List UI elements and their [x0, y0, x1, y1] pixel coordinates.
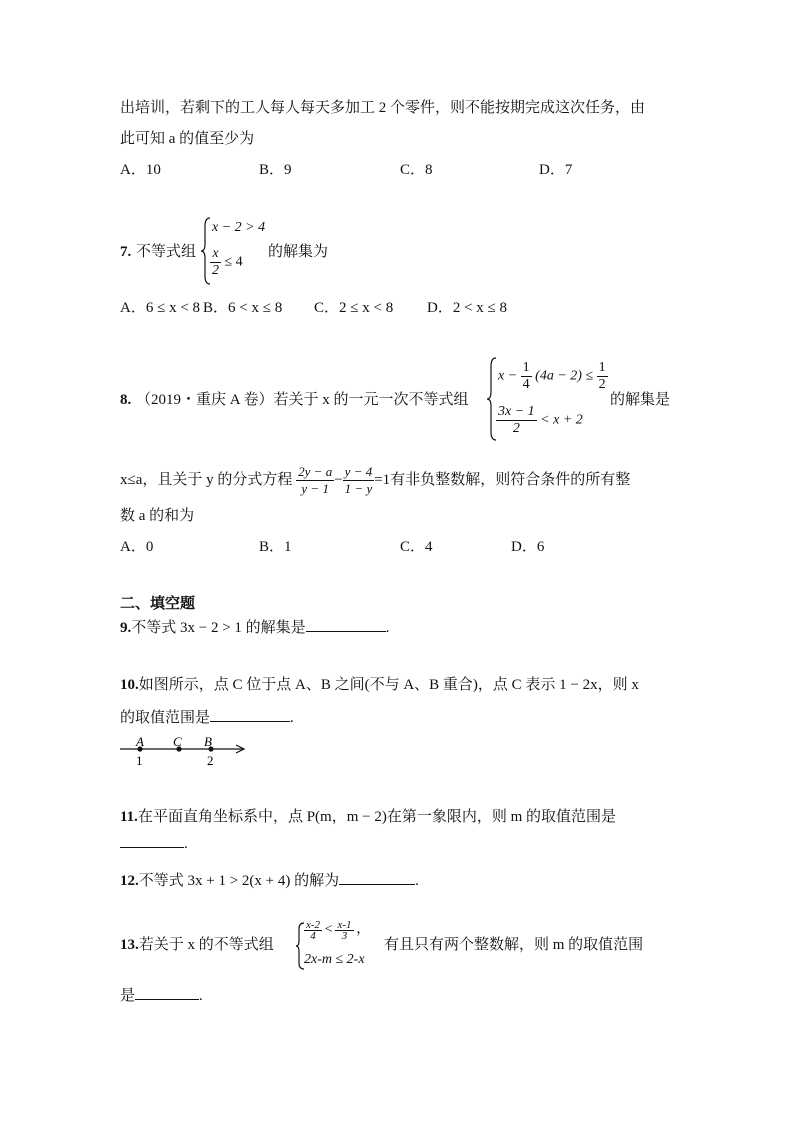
q8-ineq1-x: x − — [498, 368, 518, 384]
q7-inequality-1: x − 2 > 4 — [212, 220, 266, 235]
q8-ineq1-frac-den: 4 — [522, 377, 530, 392]
q8-eq-frac2-num: y − 4 — [344, 464, 373, 479]
q7-option-d: D．2 < x ≤ 8 — [427, 300, 508, 316]
q7-option-a: A．6 ≤ x < 8 — [120, 300, 201, 316]
q13-ineq1-rhs-den: 3 — [341, 930, 348, 942]
q6-line2: 此可知 a 的值至少为 — [120, 131, 255, 147]
q6-line1: 出培训，若剩下的工人每人每天多加工 2 个零件，则不能按期完成这次任务，由 — [120, 100, 646, 116]
q8-eq-frac2-den: 1 − y — [344, 481, 373, 496]
q11-line2 — [120, 831, 188, 854]
q7-prefix: 不等式组 — [136, 244, 197, 260]
q11-end: . — [184, 836, 188, 852]
q11-answer-blank[interactable] — [120, 831, 184, 848]
q8-ineq2-den: 2 — [512, 421, 520, 436]
q13-number: 13. — [120, 937, 139, 953]
q10-text2: 的取值范围是 — [120, 710, 211, 726]
q7-number: 7. — [120, 244, 132, 260]
q12-text: 不等式 3x + 1 > 2(x + 4) 的解为 — [138, 873, 340, 889]
q12-number: 12. — [120, 873, 139, 889]
q13-inequality-1: $\frac{x-2}{4}$ < $\frac{x-1}{3}$ ， — [306, 919, 371, 942]
q8-text1-end: 的解集是 — [610, 392, 671, 408]
q7-ineq2-numerator: x — [210, 246, 221, 263]
label-a: A — [136, 734, 144, 749]
q8-option-c: C．4 — [400, 539, 433, 555]
q7-ineq2-rest: ≤ 4 — [224, 254, 243, 270]
q9-text: 不等式 3x − 2 > 1 的解集是 — [131, 620, 306, 636]
q8-option-d: D．6 — [511, 539, 545, 555]
q7-option-c: C．2 ≤ x < 8 — [314, 300, 394, 316]
q8-option-a: A．0 — [120, 539, 154, 555]
q7-suffix: 的解集为 — [268, 244, 329, 260]
q13-ineq1-lhs-den: 4 — [310, 930, 316, 942]
label-c: C — [173, 734, 182, 749]
q8-ineq1-rfrac-num: 1 — [598, 360, 606, 375]
q8-eq-minus: − — [334, 471, 343, 488]
q8-eq-frac1-num: 2y − a — [298, 464, 333, 479]
q10-end: . — [290, 710, 294, 726]
q13-suffix: 有且只有两个整数解，则 m 的取值范围 — [384, 937, 644, 953]
q7-ineq2-denominator: 2 — [212, 263, 219, 278]
q13-prefix: 若关于 x 的不等式组 — [138, 937, 274, 953]
q10-number-line — [118, 732, 253, 772]
q13-ineq1-rhs-num: x-1 — [337, 919, 352, 931]
q9-end: . — [385, 620, 390, 636]
q13-end: . — [199, 988, 203, 1004]
q7-option-b: B．6 < x ≤ 8 — [203, 300, 283, 316]
q7-inequality-2 — [210, 246, 243, 279]
q8-inequality-1 — [498, 360, 608, 393]
q8-eq-rest: =1 — [374, 471, 391, 488]
section-title: 二、填空题 — [120, 596, 196, 612]
q6-option-b: B．9 — [259, 162, 292, 178]
q13-ineq1-lhs-num: x-2 — [306, 919, 321, 931]
label-b: B — [204, 734, 212, 749]
q8-ineq1-frac-num: 1 — [522, 360, 530, 375]
q8-text2-a: x≤a，且关于 y 的分式方程 — [120, 471, 293, 488]
q13-inequality-2: 2x-m ≤ 2-x — [304, 952, 365, 967]
q8-number: 8. — [120, 392, 132, 408]
q6-option-a: A．10 — [120, 162, 161, 178]
q8-ineq2-rest: < x + 2 — [540, 412, 583, 428]
q10-number: 10. — [120, 677, 139, 693]
q8-text2 — [120, 464, 630, 497]
q13-line2 — [120, 983, 203, 1006]
tick-2: 2 — [207, 753, 214, 768]
q6-option-c: C．8 — [400, 162, 433, 178]
q8-eq-frac1-den: y − 1 — [301, 481, 329, 496]
q11-text: 在平面直角坐标系中，点 P(m，m − 2)在第一象限内，则 m 的取值范围是 — [137, 809, 616, 825]
q10-text1: 如图所示，点 C 位于点 A、B 之间(不与 A、B 重合)，点 C 表示 1 − 2x，则 x — [138, 677, 639, 693]
q12-line — [120, 868, 419, 891]
q10-answer-blank[interactable] — [210, 705, 290, 722]
q9-answer-blank[interactable] — [306, 615, 386, 632]
q6-option-d: D．7 — [539, 162, 573, 178]
q13-text2: 是 — [120, 988, 136, 1004]
q8-ineq2-num: 3x − 1 — [498, 404, 535, 419]
q9-number: 9. — [120, 620, 132, 636]
q13-answer-blank[interactable] — [135, 983, 199, 1000]
q8-ineq1-rfrac-den: 2 — [598, 377, 606, 392]
q13-line1 — [120, 935, 274, 955]
q8-option-b: B．1 — [259, 539, 292, 555]
q11-number: 11. — [120, 809, 138, 825]
tick-1: 1 — [136, 753, 143, 768]
q10-line1 — [120, 675, 639, 695]
q11-line1 — [120, 807, 616, 827]
q8-text2-b: 有非负整数解，则符合条件的所有整 — [390, 471, 631, 488]
q8-ineq1-mid: (4a − 2) ≤ — [535, 368, 594, 384]
q12-end: . — [415, 873, 419, 889]
q8-text3: 数 a 的和为 — [120, 508, 195, 524]
q12-answer-blank[interactable] — [339, 868, 415, 885]
q8-inequality-2 — [496, 404, 583, 437]
q9-line — [120, 615, 389, 638]
q8-text1: （2019・重庆 A 卷）若关于 x 的一元一次不等式组 — [136, 392, 469, 408]
q10-line2 — [120, 705, 294, 728]
